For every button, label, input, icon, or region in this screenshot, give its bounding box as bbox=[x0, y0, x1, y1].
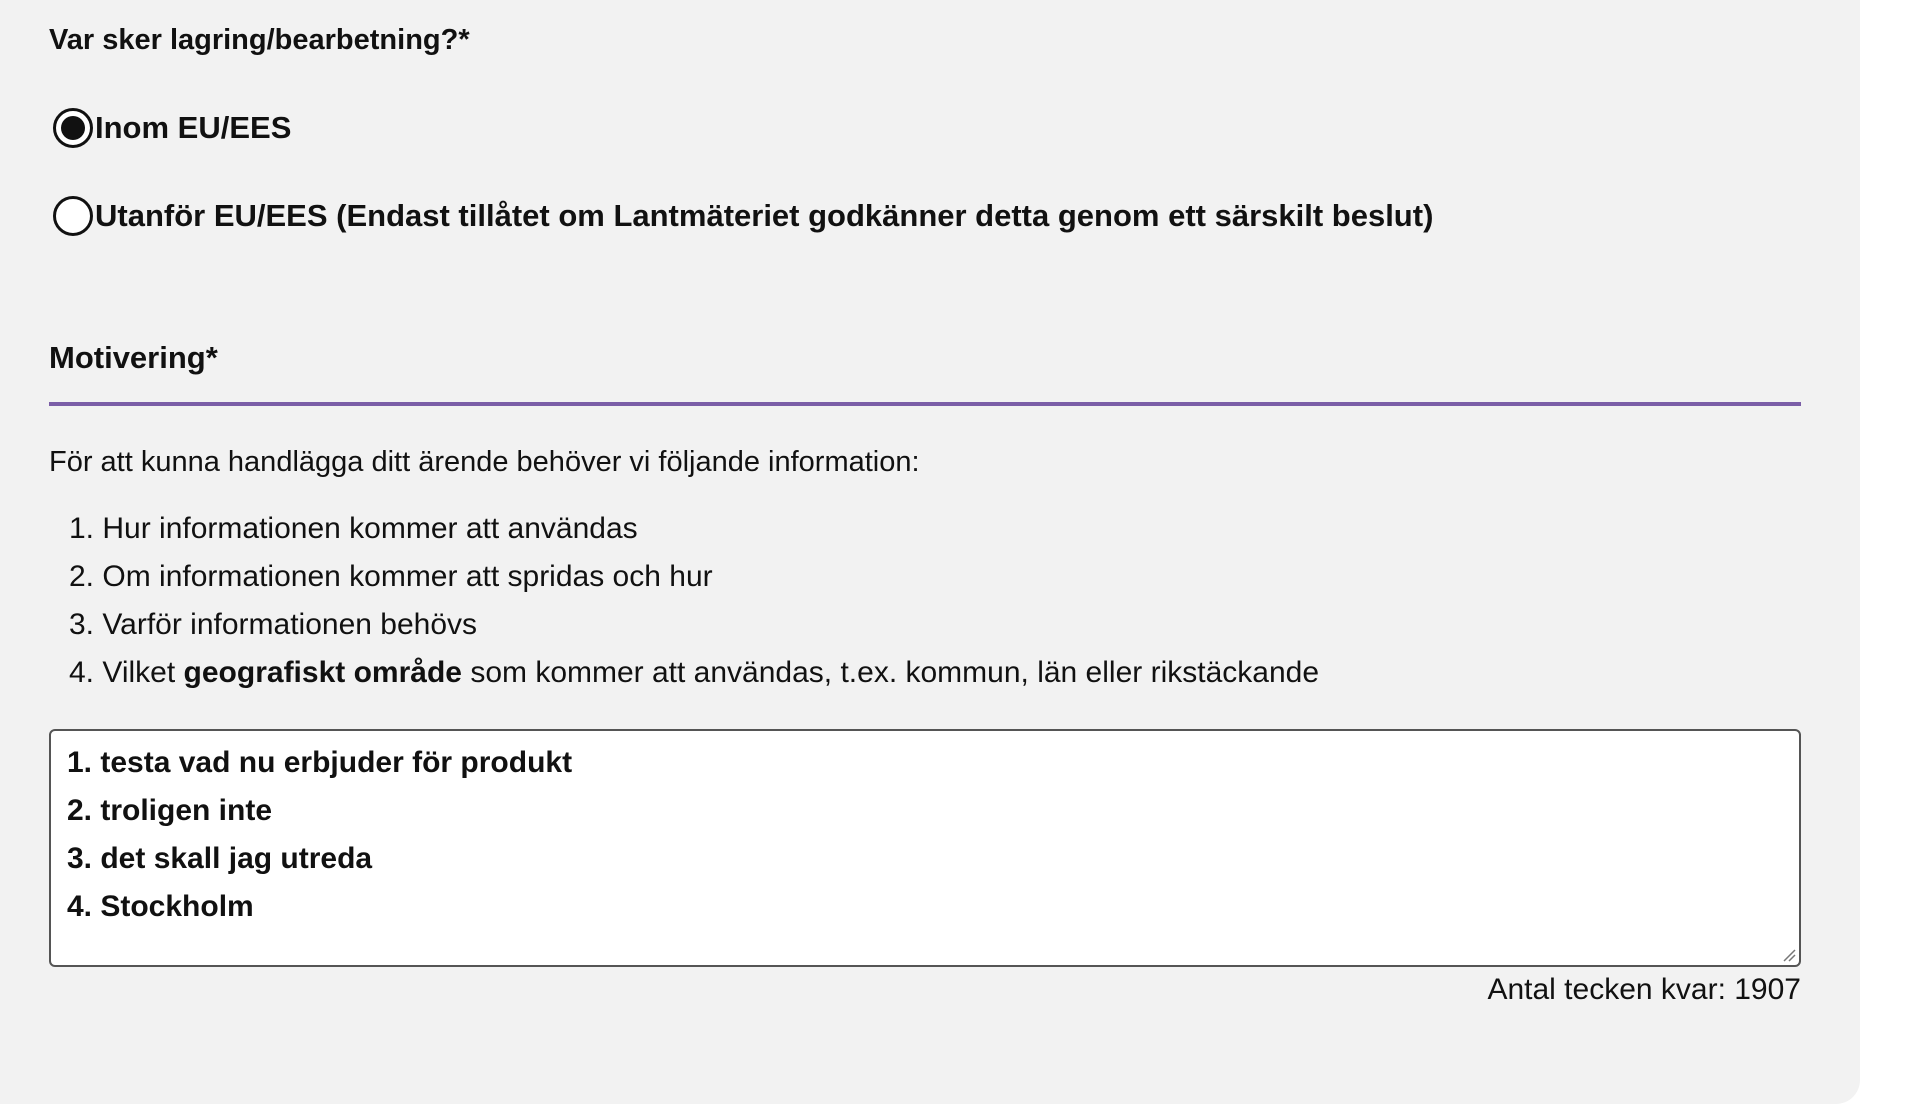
radio-option-outside-eu[interactable] bbox=[53, 196, 1433, 236]
textarea-line: 3. det skall jag utreda bbox=[67, 842, 373, 875]
section-divider bbox=[49, 402, 1801, 406]
storage-question-label: Var sker lagring/bearbetning?* bbox=[49, 24, 470, 56]
instruction-item: 2. Om informationen kommer att spridas och hur bbox=[69, 560, 713, 593]
character-counter: Antal tecken kvar: 1907 bbox=[1487, 973, 1801, 1006]
instruction-list bbox=[69, 505, 1319, 697]
instruction-item: 3. Varför informationen behövs bbox=[69, 608, 478, 641]
radio-label-inside-eu[interactable]: Inom EU/EES bbox=[95, 110, 292, 145]
instruction-item: 4. Vilket geografiskt område som kommer att användas, t.ex. kommun, län eller rikstäckande bbox=[69, 656, 1319, 689]
radio-button-unselected[interactable] bbox=[53, 196, 93, 236]
radio-dot bbox=[61, 116, 85, 140]
textarea-line: 2. troligen inte bbox=[67, 794, 273, 827]
motivation-textarea[interactable] bbox=[49, 729, 1801, 967]
instruction-item: 1. Hur informationen kommer att användas bbox=[69, 512, 638, 545]
textarea-line: 4. Stockholm bbox=[67, 890, 254, 923]
motivation-title: Motivering* bbox=[49, 340, 218, 375]
radio-button-selected[interactable] bbox=[53, 108, 93, 148]
motivation-intro: För att kunna handlägga ditt ärende behöver vi följande information: bbox=[49, 446, 920, 478]
radio-label-outside-eu[interactable]: Utanför EU/EES (Endast tillåtet om Lantmäteriet godkänner detta genom ett särskilt beslut) bbox=[95, 198, 1434, 233]
resize-handle-icon[interactable] bbox=[1782, 948, 1796, 962]
textarea-line: 1. testa vad nu erbjuder för produkt bbox=[67, 746, 573, 779]
radio-option-inside-eu[interactable] bbox=[53, 108, 291, 148]
